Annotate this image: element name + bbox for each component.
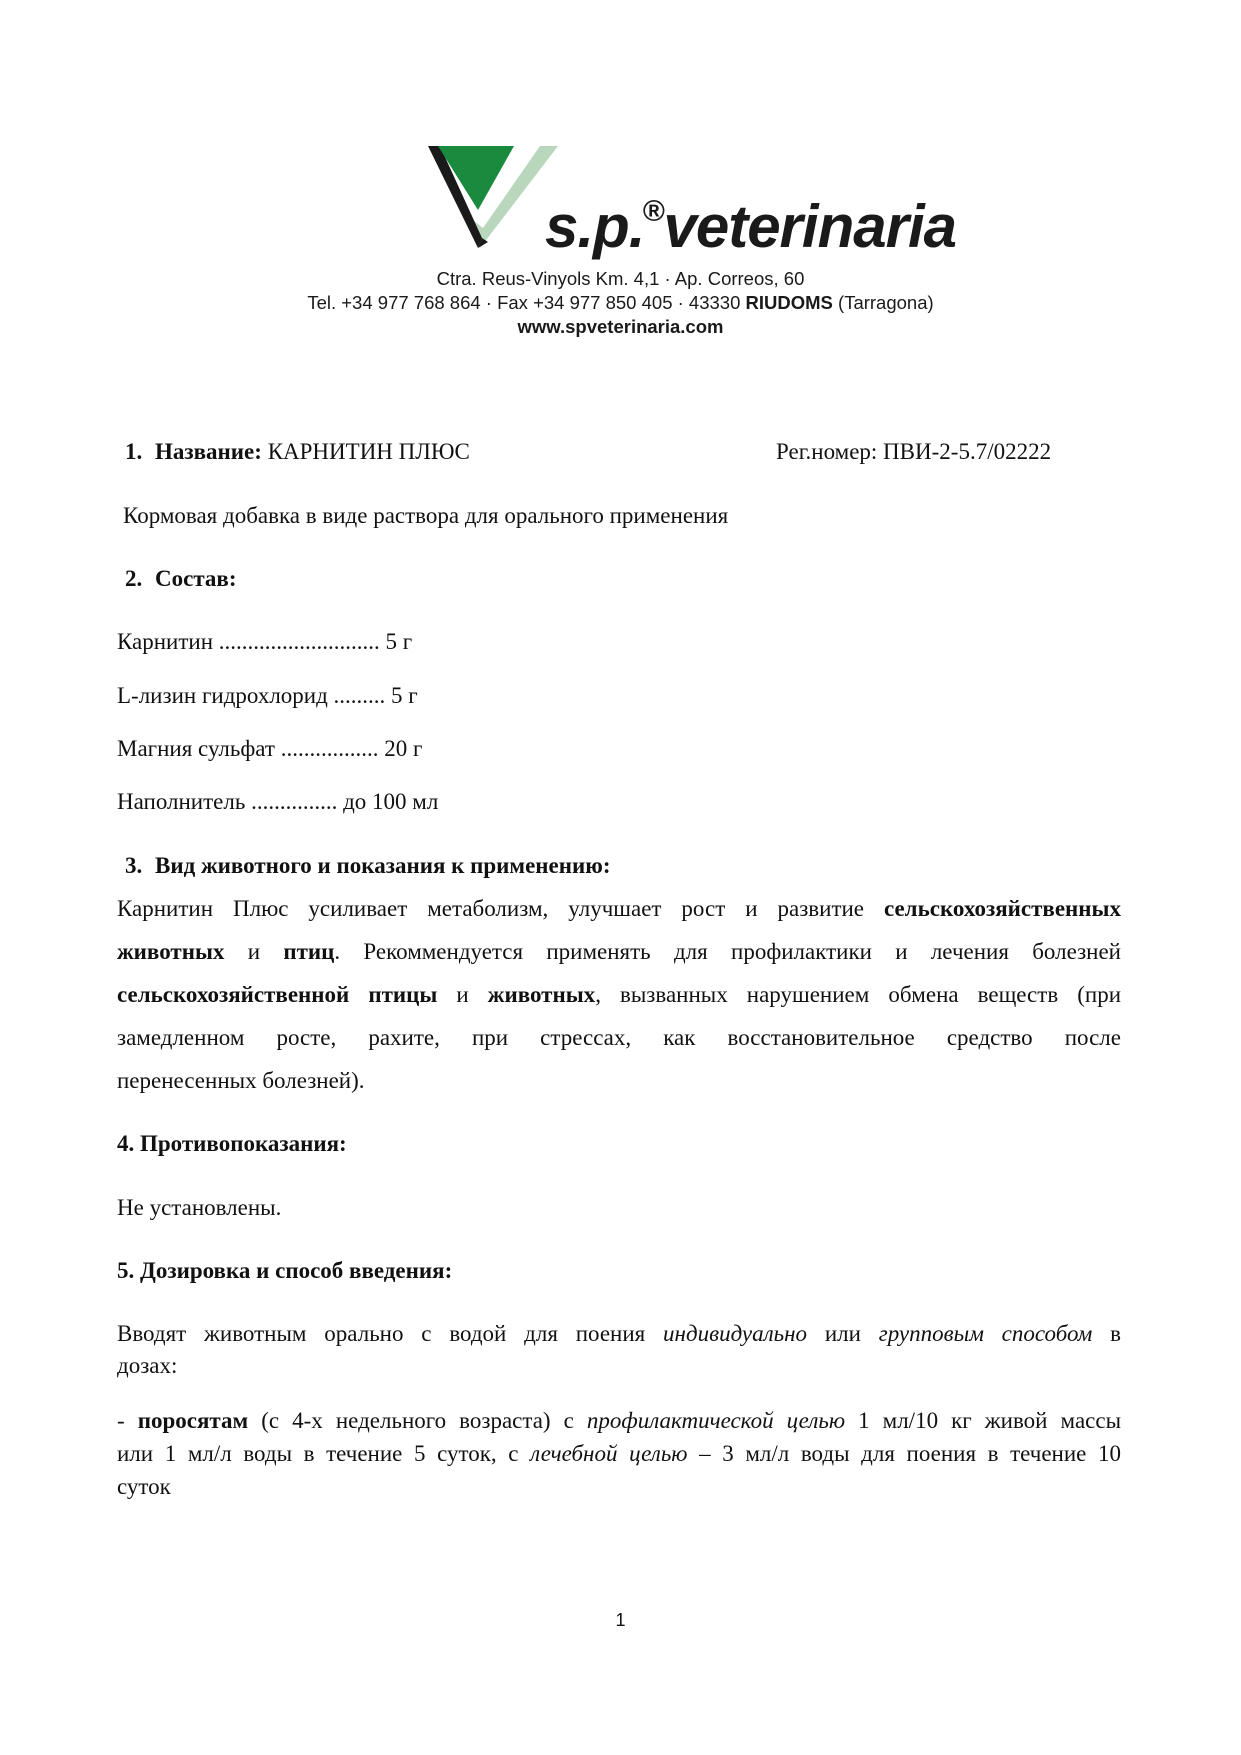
dosage-paragraph-line: Вводят животным орально с водой для поения индивидуально или групповым способом в	[117, 1321, 1121, 1346]
address-line-2: Tel. +34 977 768 864 · Fax +34 977 850 405 · 43330 RIUDOMS (Tarragona)	[307, 292, 934, 313]
product-description: Кормовая добавка в виде раствора для орального применения	[123, 503, 729, 528]
dosage-piglets-line: - поросятам (с 4-х недельного возраста) с профилактической целью 1 мл/10 кг живой массы	[117, 1408, 1122, 1433]
registration-number: Рег.номер: ПВИ-2-5.7/02222	[776, 439, 1052, 464]
dosage-paragraph-line: дозах:	[117, 1353, 178, 1378]
indications-line: животных и птиц. Рекоммендуется применять для профилактики и лечения болезней	[117, 939, 1121, 964]
indications-line: перенесенных болезней).	[117, 1068, 365, 1093]
website-link[interactable]: www.spveterinaria.com	[517, 316, 724, 337]
section-5-title: 5. Дозировка и способ введения:	[117, 1258, 453, 1283]
section-2-title: 2. Состав:	[125, 566, 237, 591]
composition-item: L-лизин гидрохлорид ......... 5 г	[117, 683, 418, 708]
section-4-title: 4. Противопоказания:	[117, 1131, 347, 1156]
brand-name: s.p.®veterinaria	[545, 193, 956, 260]
indications-line: сельскохозяйственной птицы и животных, вызванных нарушением обмена веществ (при	[117, 982, 1121, 1007]
composition-item: Карнитин ............................ 5 г	[117, 629, 413, 654]
composition-item: Магния сульфат ................. 20 г	[117, 736, 423, 761]
section-1-title: 1. Название: КАРНИТИН ПЛЮС	[125, 439, 470, 464]
dosage-piglets-line: или 1 мл/л воды в течение 5 суток, с лечебной целью – 3 мл/л воды для поения в течение 10	[117, 1441, 1121, 1466]
composition-item: Наполнитель ............... до 100 мл	[117, 789, 439, 814]
page-number: 1	[615, 1610, 626, 1630]
address-line-1: Ctra. Reus-Vinyols Km. 4,1 · Ap. Correos, 60	[436, 268, 805, 289]
contraindications-text: Не установлены.	[117, 1195, 282, 1220]
indications-line: замедленном росте, рахите, при стрессах, как восстановительное средство после	[117, 1025, 1121, 1050]
indications-line: Карнитин Плюс усиливает метаболизм, улучшает рост и развитие сельскохозяйственных	[117, 896, 1121, 921]
section-3-title: 3. Вид животного и показания к применению:	[125, 853, 611, 878]
dosage-piglets-line: суток	[117, 1474, 171, 1499]
